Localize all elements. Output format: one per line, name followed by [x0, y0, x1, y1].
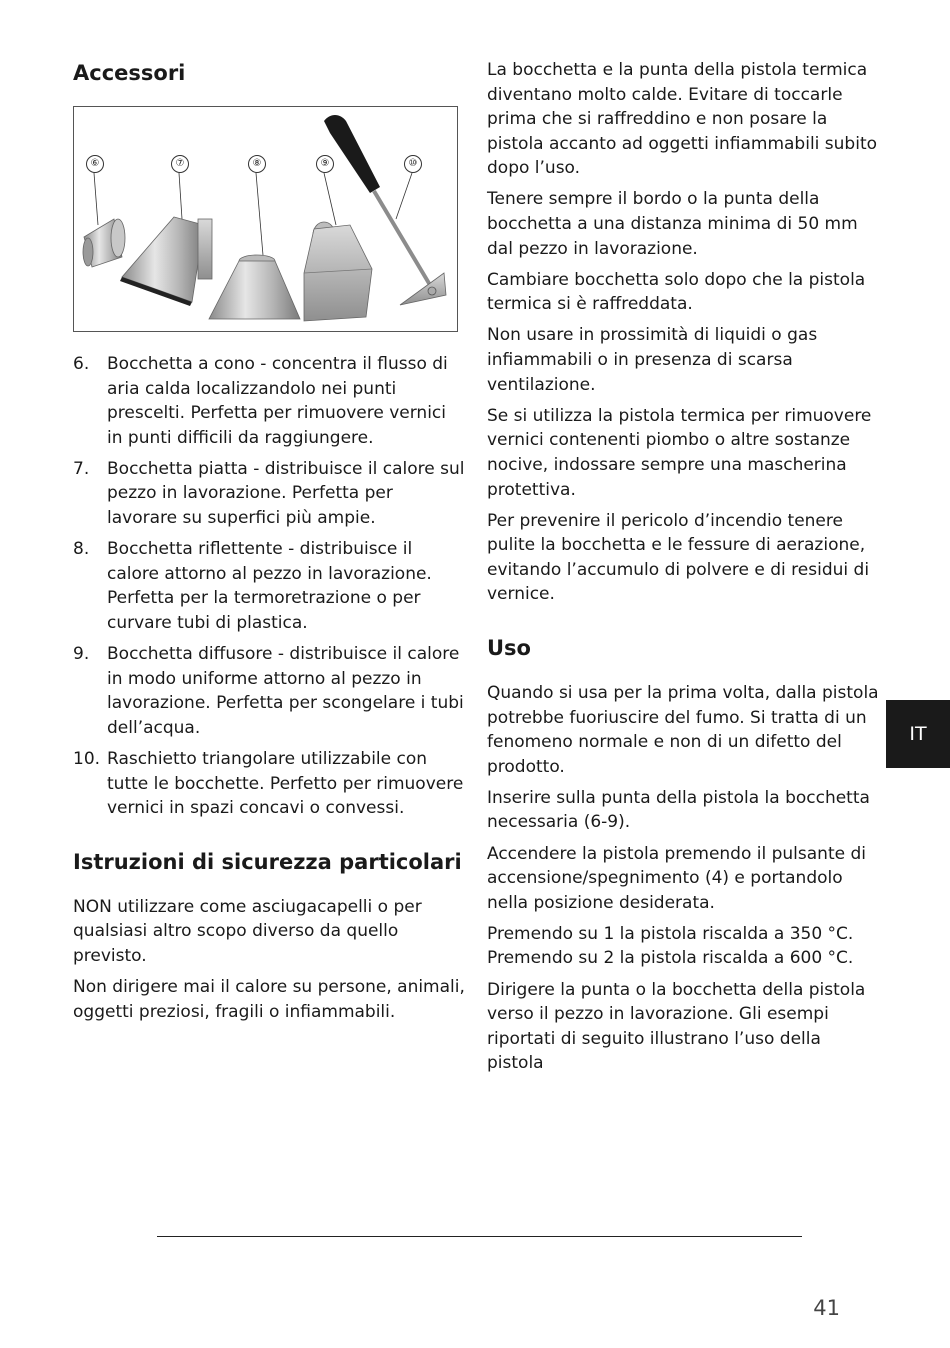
item-number: 6. [73, 354, 90, 374]
accessories-list [73, 352, 465, 821]
list-item [73, 352, 465, 450]
page-number: 41 [813, 1296, 840, 1320]
callout-10: ⑩ [404, 155, 422, 173]
callout-6: ⑥ [86, 155, 104, 173]
list-item [73, 537, 465, 635]
safety-paragraph: Per prevenire il pericolo d’incendio tenere pulite la bocchetta e le fessure di aerazione, evitando l’accumulo di polvere e di residui di vernice. [487, 510, 870, 605]
item-number: 8. [73, 539, 90, 560]
safety-heading: Istruzioni di sicurezza particolari [73, 849, 462, 874]
right-column [487, 58, 882, 1082]
list-item [73, 747, 465, 821]
use-paragraph: Quando si usa per la prima volta, dalla pistola potrebbe fuoriuscire del fumo. Si tratta di un fenomeno normale e non di un difetto del prodotto. [487, 682, 879, 777]
safety-paragraph: Se si utilizza la pistola termica per rimuovere vernici contenenti piombo o altre sostanze nocive, indossare sempre una mascherina protettiva. [487, 405, 872, 500]
diffuser-nozzle-image [304, 222, 372, 321]
callout-7: ⑦ [171, 155, 189, 173]
item-text: Raschietto triangolare utilizzabile con tutte le bocchette. Perfetto per rimuovere vernici in spazi concavi o convessi. [107, 748, 464, 819]
item-text: Bocchetta diffusore - distribuisce il calore in modo uniforme attorno al pezzo in lavorazione. Perfetta per scongelare i tubi dell’acqua. [107, 644, 464, 738]
safety-paragraph: Non usare in prossimità di liquidi o gas infiammabili o in presenza di scarsa ventilazione. [487, 325, 818, 395]
list-item [73, 457, 465, 531]
callout-9: ⑨ [316, 155, 334, 173]
use-paragraph: Dirigere la punta o la bocchetta della pistola verso il pezzo in lavorazione. Gli esempi riportati di seguito illustrano l’uso della pistola [487, 979, 866, 1074]
footer-rule [157, 1236, 802, 1237]
accessories-illustration [74, 107, 459, 333]
use-paragraph: Inserire sulla punta della pistola la bocchetta necessaria (6-9). [487, 787, 870, 833]
safety-paragraph: Cambiare bocchetta solo dopo che la pistola termica si è raffreddata. [487, 269, 866, 315]
callout-8: ⑧ [248, 155, 266, 173]
use-paragraph: Premendo su 1 la pistola riscalda a 350 °C. Premendo su 2 la pistola riscalda a 600 °C. [487, 923, 854, 969]
accessories-figure [73, 106, 458, 332]
use-heading: Uso [487, 635, 531, 660]
reflector-nozzle-image [209, 255, 300, 319]
safety-paragraph: La bocchetta e la punta della pistola termica diventano molto calde. Evitare di toccarle prima che si raffreddino e non posare la pistola accanto ad oggetti infiammabili subito dopo l’uso. [487, 60, 878, 179]
item-text: Bocchetta piatta - distribuisce il calore sul pezzo in lavorazione. Perfetta per lavorare su superfici più ampie. [107, 458, 465, 529]
item-number: 10. [73, 748, 101, 769]
accessories-heading: Accessori [73, 61, 186, 85]
item-number: 9. [73, 644, 90, 665]
list-item [73, 642, 465, 740]
safety-paragraph: NON utilizzare come asciugacapelli o per qualsiasi altro scopo diverso da quello previsto. [73, 896, 422, 966]
item-text: Bocchetta riflettente - distribuisce il calore attorno al pezzo in lavorazione. Perfetta per la termoretrazione o per curvare tubi di plastica. [107, 539, 432, 633]
use-paragraph: Accendere la pistola premendo il pulsante di accensione/spegnimento (4) e portandolo nella posizione desiderata. [487, 843, 866, 913]
safety-paragraph: Non dirigere mai il calore su persone, animali, oggetti preziosi, fragili o infiammabili. [73, 976, 465, 1022]
item-text: Bocchetta a cono - concentra il flusso di aria calda localizzandolo nei punti prescelti. Perfetta per rimuovere vernici in punti difficili da raggiungere. [107, 354, 448, 448]
safety-paragraph: Tenere sempre il bordo o la punta della bocchetta a una distanza minima di 50 mm dal pezzo in lavorazione. [487, 189, 858, 259]
cone-nozzle-image [83, 219, 125, 267]
flat-nozzle-image [120, 217, 212, 306]
item-number: 7. [73, 458, 90, 479]
left-column [73, 58, 465, 1031]
language-tab: IT [886, 700, 950, 768]
